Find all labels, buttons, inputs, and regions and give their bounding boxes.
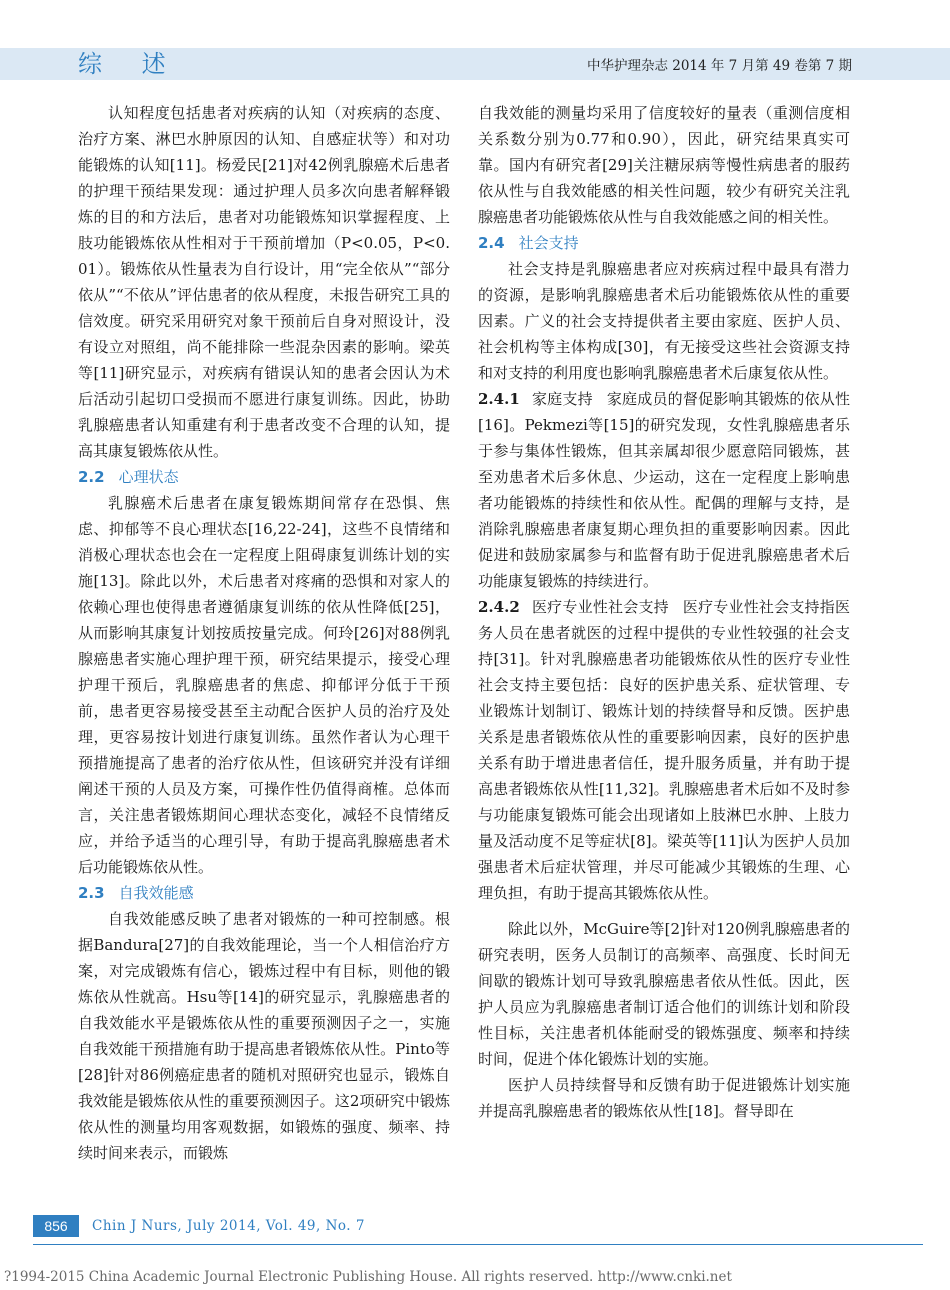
paragraph: 认知程度包括患者对疾病的认知（对疾病的态度、治疗方案、淋巴水肿原因的认知、自感症状等）和对功能锻炼的认知[11]。杨爱民[21]对42例乳腺癌术后患者的护理干预结果发现：通过护理人员多次向患者解释锻炼的目的和方法后，患者对功能锻炼知识掌握程度、上肢功能锻炼依从性相对于干预前增加（P<0.05，P<0.01）。锻炼依从性量表为自行设计，用“完全依从”“部分依从”“不依从”评估患者的依从程度，未报告研究工具的信效度。研究采用研究对象干预前后自身对照设计，没有设立对照组，尚不能排除一些混杂因素的影响。梁英等[11]研究显示，对疾病有错误认知的患者会因认为术后活动引起切口受损而不愿进行康复训练。因此，协助乳腺癌患者认知重建有利于患者改变不合理的认知，提高其康复锻炼依从性。 bbox=[78, 104, 450, 460]
heading-2-2 bbox=[78, 464, 450, 490]
heading-2-3 bbox=[78, 880, 450, 906]
left-column bbox=[78, 100, 450, 1166]
right-column bbox=[478, 100, 850, 1124]
paragraph: 乳腺癌术后患者在康复锻炼期间常存在恐惧、焦虑、抑郁等不良心理状态[16,22-24]，这些不良情绪和消极心理状态也会在一定程度上阻碍康复训练计划的实施[13]。除此以外，术后患者对疼痛的恐惧和对家人的依赖心理也使得患者遵循康复训练的依从性降低[25]，从而影响其康复计划按质按量完成。何玲[26]对88例乳腺癌患者实施心理护理干预，研究结果提示，接受心理护理干预后，乳腺癌患者的焦虑、抑郁评分低于干预前，患者更容易接受甚至主动配合医护人员的治疗及处理，更容易按计划进行康复训练。虽然作者认为心理干预措施提高了患者的治疗依从性，但该研究并没有详细阐述干预的人员及方案，可操作性仍值得商榷。总体而言，关注患者锻炼期间心理状态变化，减轻不良情绪反应，并给予适当的心理引导，有助于提高乳腺癌患者术后功能锻炼依从性。 bbox=[78, 494, 450, 876]
paragraph: 除此以外，McGuire等[2]针对120例乳腺癌患者的研究表明，医务人员制订的高频率、高强度、长时间无间歇的锻炼计划可导致乳腺癌患者依从性低。因此，医护人员应为乳腺癌患者制订适合他们的训练计划和阶段性目标，关注患者机体能耐受的锻炼强度、频率和持续时间，促进个体化锻炼计划的实施。 bbox=[478, 920, 850, 1068]
heading-title: 心理状态 bbox=[118, 468, 179, 486]
subheading-title: 家庭支持 bbox=[531, 390, 593, 408]
paragraph: 医护人员持续督导和反馈有助于促进锻炼计划实施并提高乳腺癌患者的锻炼依从性[18]。督导即在 bbox=[478, 1076, 850, 1120]
subsection-2-4-2 bbox=[478, 594, 850, 906]
paragraph: 家庭成员的督促影响其锻炼的依从性[16]。Pekmezi等[15]的研究发现，女性乳腺癌患者乐于参与集体性锻炼，但其亲属却很少愿意陪同锻炼，甚至劝患者术后多休息、少运动，这在一定程度上影响患者功能锻炼的持续性和依从性。配偶的理解与支持，是消除乳腺癌患者康复期心理负担的重要影响因素。因此促进和鼓励家属参与和监督有助于促进乳腺癌患者术后功能康复锻炼的持续进行。 bbox=[478, 390, 850, 590]
footer-rule bbox=[33, 1244, 923, 1245]
heading-2-4 bbox=[478, 230, 850, 256]
paragraph: 自我效能的测量均采用了信度较好的量表（重测信度相关系数分别为0.77和0.90），因此，研究结果真实可靠。国内有研究者[29]关注糖尿病等慢性病患者的服药依从性与自我效能感的相关性问题，较少有研究关注乳腺癌患者功能锻炼依从性与自我效能感之间的相关性。 bbox=[478, 104, 850, 226]
footer-citation: Chin J Nurs, July 2014, Vol. 49, No. 7 bbox=[92, 1218, 365, 1234]
subheading-number: 2.4.1 bbox=[478, 390, 520, 408]
journal-header: 中华护理杂志 2014 年 7 月第 49 卷第 7 期 bbox=[586, 58, 852, 74]
heading-title: 社会支持 bbox=[518, 234, 579, 252]
heading-number: 2.3 bbox=[78, 884, 105, 902]
paragraph: 社会支持是乳腺癌患者应对疾病过程中最具有潜力的资源，是影响乳腺癌患者术后功能锻炼依从性的重要因素。广义的社会支持提供者主要由家庭、医护人员、社会机构等主体构成[30]，有无接受这些社会资源支持和对支持的利用度也影响乳腺癌患者术后康复依从性。 bbox=[478, 260, 850, 382]
subheading-number: 2.4.2 bbox=[478, 598, 520, 616]
heading-number: 2.2 bbox=[78, 468, 105, 486]
copyright-notice: ?1994-2015 China Academic Journal Electronic Publishing House. All rights reserved. http://www.cnki.net bbox=[4, 1269, 732, 1285]
paragraph: 医疗专业性社会支持指医务人员在患者就医的过程中提供的专业性较强的社会支持[31]。针对乳腺癌患者功能锻炼依从性的医疗专业性社会支持主要包括：良好的医护患关系、症状管理、专业锻炼计划制订、锻炼计划的持续督导和反馈。医护患关系是患者锻炼依从性的重要影响因素，良好的医护患关系有助于增进患者信任，提升服务质量，并有助于提高患者锻炼依从性[11,32]。乳腺癌患者术后如不及时参与功能康复锻炼可能会出现诸如上肢淋巴水肿、上肢力量及活动度不足等症状[8]。梁英等[11]认为医护人员加强患者术后症状管理，并尽可能减少其锻炼的生理、心理负担，有助于提高其锻炼依从性。 bbox=[478, 598, 850, 902]
paragraph: 自我效能感反映了患者对锻炼的一种可控制感。根据Bandura[27]的自我效能理论，当一个人相信治疗方案，对完成锻炼有信心，锻炼过程中有目标，则他的锻炼依从性就高。Hsu等[14]的研究显示，乳腺癌患者的自我效能水平是锻炼依从性的重要预测因子之一，实施自我效能干预措施有助于提高患者锻炼依从性。Pinto等[28]针对86例癌症患者的随机对照研究也显示，锻炼自我效能是锻炼依从性的重要预测因子。这2项研究中锻炼依从性的测量均用客观数据，如锻炼的强度、频率、持续时间来表示，而锻炼 bbox=[78, 910, 450, 1162]
subheading-title: 医疗专业性社会支持 bbox=[531, 598, 669, 616]
heading-number: 2.4 bbox=[478, 234, 505, 252]
subsection-2-4-1 bbox=[478, 386, 850, 594]
section-title: 综 述 bbox=[78, 50, 182, 78]
heading-title: 自我效能感 bbox=[118, 884, 194, 902]
page-number: 856 bbox=[33, 1215, 79, 1237]
